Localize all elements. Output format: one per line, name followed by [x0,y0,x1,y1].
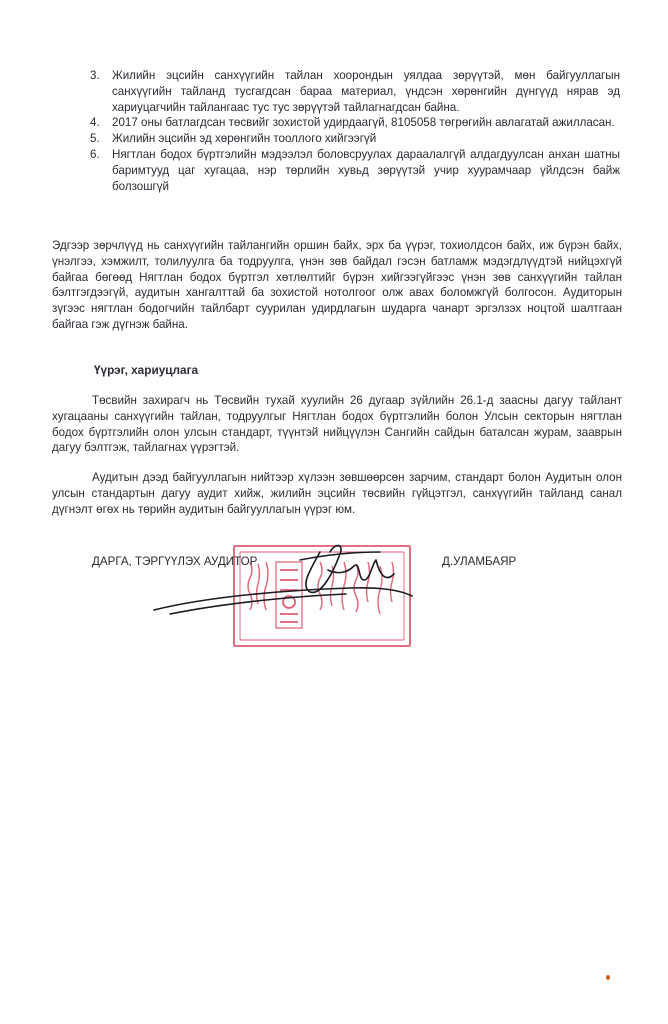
conclusion-paragraph: Эдгээр зөрчлүүд нь санхүүгийн тайлангийн оршин байх, эрх ба үүрэг, тохиолдсон байх, иж бүрэн байх, үнэлгээ, хэмжилт, толилуулга ба тодруулга, үнэн зөв байдал гэсэн батламж мэдэгдлүүдтэй нийцэхгүй байгаа бөгөөд Нягтлан бодох бүртгэл хөтлөлтийг бүрэн хийгээгүйгээс үнэн зөв санхүүгийн тайлан бэлтгэгдээгүй, аудитын хангалттай ба зохистой нотолгоог олж авах боломжгүй болгосон. Аудиторын зүгээс нягтлан бодогчийн тайлбарт суурилан удирдлагын шударга чанарт эргэлзэх ноцтой шалтгаан байгаа гэж дүгнэж байна. [52,239,622,331]
list-item-text: Нягтлан бодох бүртгэлийн мэдээлэл боловсруулах дараалалгүй алдагдуулсан анхан шатны баримтууд цаг хугацаа, нэр төрлийн хувьд зөрүүтэй учир хуурамчаар үйлдсэн байж болзошгүй [112,147,620,193]
signatory-title: ДАРГА, ТЭРГҮҮЛЭХ АУДИТОР [92,555,258,568]
handwritten-signature [150,530,420,620]
stray-mark [606,975,610,980]
findings-list [90,68,620,194]
list-item-text: 2017 оны батлагдсан төсвийг зохистой удирдаагүй, 8105058 төгрөгийн авлагатай ажилласан. [112,116,615,130]
signatory-name: Д.УЛАМБАЯР [442,555,517,568]
list-item [90,68,620,115]
list-item-number: 4. [90,116,100,130]
list-item [90,147,620,194]
list-item [90,131,620,147]
section-heading: Үүрэг, хариуцлага [94,363,199,377]
list-item-text: Жилийн эцсийн санхүүгийн тайлан хоорондын уялдаа зөрүүтэй, мөн байгууллагын санхүүгийн тайланд тусгагдсан бараа материал, үндсэн хөрөнгийн дүнгүүд нярав эд хариуцагчийн тайлангаас тус тус зөрүүтэй тайлагнагдсан байна. [112,69,620,114]
list-item-text: Жилийн эцсийн эд хөрөнгийн тооллого хийгээгүй [112,132,377,146]
list-item [90,115,620,131]
auditor-duty-paragraph: Аудитын дээд байгууллагын нийтээр хүлээн зөвшөөрсөн зарчим, стандарт болон Аудитын олон улсын стандартын дагуу аудит хийж, жилийн эцсийн төсвийн гүйцэтгэл, санхүүгийн тайланд санал дүгнэлт өгөх нь төрийн аудитын байгууллагын үүрэг юм. [52,471,622,516]
list-item-number: 6. [90,147,100,161]
list-item-number: 5. [90,132,100,146]
responsibility-paragraph: Төсвийн захирагч нь Төсвийн тухай хуулийн 26 дугаар зүйлийн 26.1-д заасны дагуу тайлант хугацааны санхүүгийн тайлан, тодруулгыг Нягтлан бодох бүртгэлийн болон Улсын секторын нягтлан бодох бүртгэлийн олон улсын стандарт, түүнтэй нийцүүлэн Сангийн сайдын баталсан журам, зааврын дагуу бэлтгэж, тайлагнах үүрэгтэй. [52,394,622,455]
list-item-number: 3. [90,69,100,82]
